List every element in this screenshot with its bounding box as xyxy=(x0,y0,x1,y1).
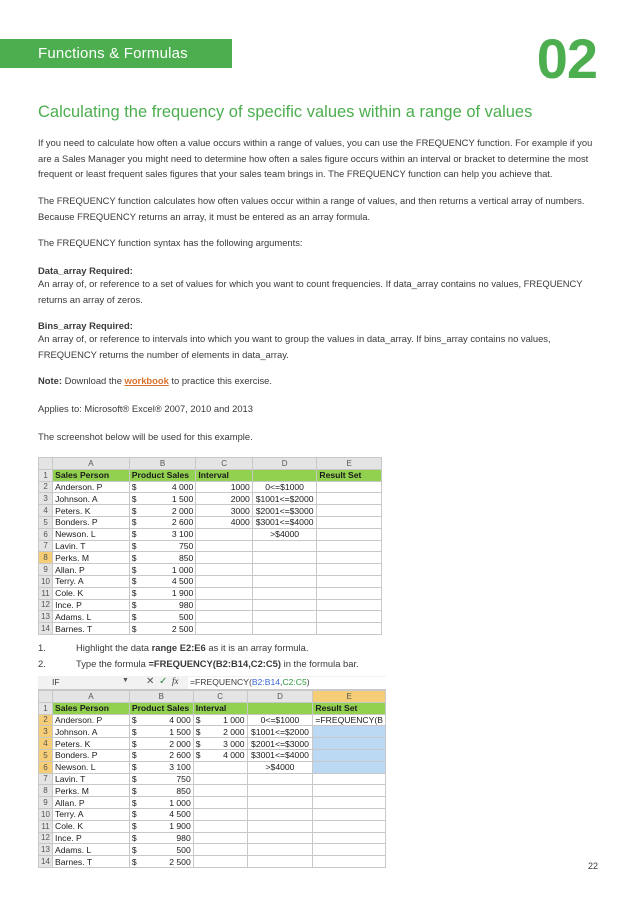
table-row xyxy=(39,505,382,517)
currency-symbol: $ xyxy=(131,493,137,504)
result-cell xyxy=(313,773,386,785)
product-sales-cell xyxy=(129,738,193,750)
sales-person-cell: Anderson. P xyxy=(52,714,129,726)
product-sales-cell xyxy=(129,773,193,785)
sales-value: 4 000 xyxy=(171,481,194,492)
row-header: 2 xyxy=(39,714,53,726)
product-sales-cell xyxy=(129,832,193,844)
interval-label-cell xyxy=(252,575,317,587)
col-header-e: E xyxy=(313,691,386,703)
interval-cell xyxy=(193,773,247,785)
table-row xyxy=(39,552,382,564)
col-header-c: C xyxy=(193,691,247,703)
interval-cell: 2000 xyxy=(196,493,252,505)
currency-symbol: $ xyxy=(131,505,137,516)
sales-person-cell: Terry. A xyxy=(52,808,129,820)
interval-cell: 3000 xyxy=(196,505,252,517)
interval-cell xyxy=(196,599,252,611)
currency-symbol: $ xyxy=(131,623,137,634)
sheet-corner xyxy=(39,691,53,703)
interval-cell xyxy=(196,575,252,587)
interval-label-cell xyxy=(252,552,317,564)
interval-cell: 1000 xyxy=(196,481,252,493)
interval-cell: 4000 xyxy=(196,516,252,528)
header-cell xyxy=(247,702,313,714)
result-cell xyxy=(317,481,382,493)
interval-label-cell: $2001<=$3000 xyxy=(247,738,313,750)
product-sales-cell xyxy=(129,493,196,505)
row-header: 7 xyxy=(39,773,53,785)
interval-label-cell xyxy=(252,540,317,552)
sales-person-cell: Cole. K xyxy=(53,587,130,599)
currency-symbol: $ xyxy=(131,809,137,820)
sales-value: 500 xyxy=(179,611,194,622)
row-header: 5 xyxy=(39,749,53,761)
sales-value: 2 600 xyxy=(171,517,194,528)
product-sales-cell xyxy=(129,797,193,809)
result-cell xyxy=(317,587,382,599)
result-cell xyxy=(317,623,382,635)
sales-value: 2 500 xyxy=(171,623,194,634)
product-sales-cell xyxy=(129,623,196,635)
intro-paragraph: If you need to calculate how often a value occurs within a range of values, you can use the FREQUENCY function. For example if you are a Sales Manager you might need to determine how often a sales figure occurs within an interval or bracket to determine the most frequent or least frequent sales figures that your sales team brings in. The FREQUENCY function can help you achieve that. xyxy=(38,137,593,179)
table-row xyxy=(39,714,386,726)
sales-value: 980 xyxy=(179,599,194,610)
product-sales-cell xyxy=(129,505,196,517)
interval-label-cell: 0<=$1000 xyxy=(252,481,317,493)
currency-symbol: $ xyxy=(195,750,201,761)
interval-label-cell xyxy=(252,587,317,599)
result-cell xyxy=(313,761,386,773)
interval-label-cell xyxy=(247,785,313,797)
table-row xyxy=(39,623,382,635)
enter-check-icon[interactable]: ✓ xyxy=(159,676,168,687)
interval-value: 4 000 xyxy=(223,750,245,761)
description-paragraph: The FREQUENCY function calculates how often values occur within a range of values, and then returns a vertical array of numbers. Because FREQUENCY returns an array, it must be entered as an array formula. xyxy=(38,195,585,222)
col-header-c: C xyxy=(196,458,252,470)
row-header: 13 xyxy=(39,611,53,623)
sales-value: 1 900 xyxy=(169,821,191,832)
sales-value: 1 500 xyxy=(171,493,194,504)
row-header: 10 xyxy=(39,575,53,587)
product-sales-cell xyxy=(129,599,196,611)
sales-value: 750 xyxy=(179,540,194,551)
col-header-b: B xyxy=(129,458,196,470)
sales-person-cell: Perks. M xyxy=(52,785,129,797)
currency-symbol: $ xyxy=(131,714,137,725)
table-row xyxy=(39,761,386,773)
row-header: 8 xyxy=(39,785,53,797)
sales-person-cell: Newson. L xyxy=(52,761,129,773)
currency-symbol: $ xyxy=(195,714,201,725)
table-row xyxy=(39,820,386,832)
interval-value: 1 000 xyxy=(223,714,245,725)
interval-cell xyxy=(193,797,247,809)
currency-symbol: $ xyxy=(131,576,137,587)
product-sales-cell xyxy=(129,726,193,738)
data-array-text: An array of, or reference to a set of values for which you want to count frequencies. If data_array contains no values, FREQUENCY returns an array of zeros. xyxy=(38,278,583,305)
product-sales-cell xyxy=(129,540,196,552)
section-title: Functions & Formulas xyxy=(38,45,188,62)
sales-value: 850 xyxy=(176,785,191,796)
row-header: 7 xyxy=(39,540,53,552)
sales-value: 3 100 xyxy=(169,762,191,773)
bins-array-text: An array of, or reference to intervals into which you want to group the values in data_array. If bins_array contains no values, FREQUENCY returns the number of elements in data_array. xyxy=(38,333,551,360)
interval-cell xyxy=(193,820,247,832)
table-row xyxy=(39,785,386,797)
currency-symbol: $ xyxy=(131,821,137,832)
interval-label-cell xyxy=(252,623,317,635)
interval-label-cell: $1001<=$2000 xyxy=(252,493,317,505)
row-header: 5 xyxy=(39,516,53,528)
col-header-d: D xyxy=(247,691,313,703)
result-cell xyxy=(313,785,386,797)
table-row xyxy=(39,564,382,576)
col-header-a: A xyxy=(53,458,130,470)
interval-label-cell xyxy=(247,832,313,844)
result-cell xyxy=(317,599,382,611)
header-cell xyxy=(252,469,317,481)
spreadsheet-example-1 xyxy=(38,457,382,635)
product-sales-cell xyxy=(129,714,193,726)
result-cell xyxy=(313,726,386,738)
interval-label-cell xyxy=(247,856,313,868)
note-paragraph xyxy=(38,373,600,389)
row-header: 13 xyxy=(39,844,53,856)
sales-person-cell: Johnson. A xyxy=(53,493,130,505)
row-header: 1 xyxy=(39,469,53,481)
note-pre: Download the xyxy=(64,375,122,386)
sales-person-cell: Lavin. T xyxy=(52,773,129,785)
result-cell xyxy=(317,552,382,564)
header-cell: Interval xyxy=(193,702,247,714)
interval-cell xyxy=(193,844,247,856)
insert-function-icon[interactable]: fx xyxy=(172,676,179,686)
currency-symbol: $ xyxy=(131,564,137,575)
header-cell: Product Sales xyxy=(129,469,196,481)
sales-person-cell: Johnson. A xyxy=(52,726,129,738)
currency-symbol: $ xyxy=(131,762,137,773)
table-row xyxy=(39,481,382,493)
interval-label-cell: 0<=$1000 xyxy=(247,714,313,726)
table-row xyxy=(39,528,382,540)
currency-symbol: $ xyxy=(131,832,137,843)
table-row xyxy=(39,493,382,505)
sales-person-cell: Cole. K xyxy=(52,820,129,832)
result-cell xyxy=(317,505,382,517)
sales-value: 4 500 xyxy=(171,576,194,587)
note-post: to practice this exercise. xyxy=(171,375,272,386)
currency-symbol: $ xyxy=(131,797,137,808)
currency-symbol: $ xyxy=(131,856,137,867)
header-cell: Sales Person xyxy=(52,702,129,714)
sales-value: 4 500 xyxy=(169,809,191,820)
sales-person-cell: Ince. P xyxy=(53,599,130,611)
interval-label-cell xyxy=(252,611,317,623)
product-sales-cell xyxy=(129,749,193,761)
currency-symbol: $ xyxy=(131,785,137,796)
product-sales-cell xyxy=(129,785,193,797)
header-cell: Result Set xyxy=(317,469,382,481)
header-cell: Result Set xyxy=(313,702,386,714)
steps-list xyxy=(38,640,359,671)
result-cell xyxy=(313,808,386,820)
sales-person-cell: Lavin. T xyxy=(53,540,130,552)
table-row xyxy=(39,469,382,481)
row-header: 1 xyxy=(39,702,53,714)
chapter-number: 02 xyxy=(536,27,597,90)
table-row xyxy=(39,832,386,844)
product-sales-cell xyxy=(129,761,193,773)
result-cell xyxy=(317,493,382,505)
product-sales-cell xyxy=(129,611,196,623)
currency-symbol: $ xyxy=(131,588,137,599)
currency-symbol: $ xyxy=(131,517,137,528)
row-header: 11 xyxy=(39,820,53,832)
product-sales-cell xyxy=(129,516,196,528)
interval-cell xyxy=(196,611,252,623)
result-cell xyxy=(313,797,386,809)
currency-symbol: $ xyxy=(131,750,137,761)
currency-symbol: $ xyxy=(195,726,201,737)
table-row xyxy=(39,540,382,552)
formula-input[interactable]: =FREQUENCY(B2:B14,C2:C5) xyxy=(188,677,386,689)
result-cell xyxy=(317,611,382,623)
sales-person-cell: Terry. A xyxy=(53,575,130,587)
row-header: 14 xyxy=(39,623,53,635)
product-sales-cell xyxy=(129,481,196,493)
interval-cell xyxy=(193,714,247,726)
applies-paragraph: Applies to: Microsoft® Excel® 2007, 2010 and 2013 xyxy=(38,403,253,414)
col-header-d: D xyxy=(252,458,317,470)
result-cell xyxy=(317,540,382,552)
interval-label-cell: $1001<=$2000 xyxy=(247,726,313,738)
table-row xyxy=(39,516,382,528)
table-row xyxy=(39,749,386,761)
result-cell xyxy=(313,749,386,761)
interval-cell xyxy=(196,552,252,564)
interval-label-cell xyxy=(247,808,313,820)
col-header-b: B xyxy=(129,691,193,703)
row-header: 9 xyxy=(39,564,53,576)
sales-person-cell: Bonders. P xyxy=(52,749,129,761)
col-header-e: E xyxy=(317,458,382,470)
currency-symbol: $ xyxy=(131,599,137,610)
sales-value: 980 xyxy=(176,832,191,843)
interval-cell xyxy=(196,540,252,552)
currency-symbol: $ xyxy=(131,540,137,551)
interval-cell xyxy=(193,738,247,750)
sales-person-cell: Allan. P xyxy=(52,797,129,809)
currency-symbol: $ xyxy=(131,844,137,855)
row-header: 4 xyxy=(39,505,53,517)
sales-person-cell: Adams. L xyxy=(52,844,129,856)
table-row xyxy=(39,773,386,785)
interval-cell xyxy=(193,726,247,738)
product-sales-cell xyxy=(129,552,196,564)
interval-label-cell xyxy=(252,564,317,576)
sales-person-cell: Perks. M xyxy=(53,552,130,564)
table-row xyxy=(39,587,382,599)
screenshot-intro: The screenshot below will be used for this example. xyxy=(38,431,253,442)
row-header: 11 xyxy=(39,587,53,599)
data-array-title: Data_array Required: xyxy=(38,265,133,276)
product-sales-cell xyxy=(129,820,193,832)
interval-cell xyxy=(196,587,252,599)
sales-value: 750 xyxy=(176,773,191,784)
sales-value: 1 000 xyxy=(169,797,191,808)
table-row xyxy=(39,702,386,714)
step-item: 2. Type the formula =FREQUENCY(B2:B14,C2:C5) in the formula bar. xyxy=(38,657,359,669)
product-sales-cell xyxy=(129,844,193,856)
product-sales-cell xyxy=(129,564,196,576)
sales-person-cell: Adams. L xyxy=(53,611,130,623)
interval-label-cell xyxy=(247,844,313,856)
currency-symbol: $ xyxy=(131,726,137,737)
interval-value: 3 000 xyxy=(223,738,245,749)
step-item: 1. Highlight the data range E2:E6 as it is an array formula. xyxy=(38,642,309,653)
result-cell xyxy=(313,856,386,868)
header-cell: Product Sales xyxy=(129,702,193,714)
interval-cell xyxy=(193,785,247,797)
currency-symbol: $ xyxy=(131,773,137,784)
sales-person-cell: Newson. L xyxy=(53,528,130,540)
sales-value: 1 900 xyxy=(171,588,194,599)
result-cell xyxy=(317,564,382,576)
row-header: 12 xyxy=(39,832,53,844)
col-header-a: A xyxy=(52,691,129,703)
sales-person-cell: Allan. P xyxy=(53,564,130,576)
sales-value: 500 xyxy=(176,844,191,855)
interval-label-cell: $2001<=$3000 xyxy=(252,505,317,517)
sales-person-cell: Ince. P xyxy=(52,832,129,844)
page-title: Calculating the frequency of specific values within a range of values xyxy=(38,103,533,121)
sales-value: 850 xyxy=(179,552,194,563)
result-cell xyxy=(313,832,386,844)
sales-value: 3 100 xyxy=(171,529,194,540)
table-row xyxy=(39,611,382,623)
chevron-down-icon[interactable]: ▼ xyxy=(122,677,129,684)
currency-symbol: $ xyxy=(131,529,137,540)
sales-value: 2 000 xyxy=(169,738,191,749)
table-row xyxy=(39,844,386,856)
interval-cell xyxy=(196,623,252,635)
currency-symbol: $ xyxy=(131,552,137,563)
interval-label-cell xyxy=(247,820,313,832)
table-row xyxy=(39,856,386,868)
interval-label-cell: >$4000 xyxy=(252,528,317,540)
table-row xyxy=(39,599,382,611)
result-cell xyxy=(313,820,386,832)
sales-value: 2 000 xyxy=(171,505,194,516)
sales-person-cell: Peters. K xyxy=(52,738,129,750)
interval-cell xyxy=(193,749,247,761)
product-sales-cell xyxy=(129,587,196,599)
table-row xyxy=(39,726,386,738)
table-row xyxy=(39,575,382,587)
row-header: 14 xyxy=(39,856,53,868)
table-row xyxy=(39,738,386,750)
interval-label-cell xyxy=(252,599,317,611)
interval-label-cell: $3001<=$4000 xyxy=(247,749,313,761)
note-label: Note: xyxy=(38,375,62,386)
sales-value: 4 000 xyxy=(169,714,191,725)
currency-symbol: $ xyxy=(131,611,137,622)
sheet-corner xyxy=(39,458,53,470)
sales-person-cell: Anderson. P xyxy=(53,481,130,493)
result-cell xyxy=(313,738,386,750)
sales-person-cell: Peters. K xyxy=(53,505,130,517)
page-number: 22 xyxy=(587,861,598,871)
product-sales-cell xyxy=(129,808,193,820)
row-header: 3 xyxy=(39,726,53,738)
product-sales-cell xyxy=(129,575,196,587)
sales-value: 2 500 xyxy=(169,856,191,867)
sales-person-cell: Bonders. P xyxy=(53,516,130,528)
sales-value: 1 000 xyxy=(171,564,194,575)
cancel-icon[interactable]: ✕ xyxy=(146,676,155,687)
section-banner xyxy=(0,39,232,68)
syntax-paragraph: The FREQUENCY function syntax has the following arguments: xyxy=(38,237,303,248)
interval-label-cell: >$4000 xyxy=(247,761,313,773)
result-cell xyxy=(317,575,382,587)
interval-label-cell xyxy=(247,797,313,809)
product-sales-cell xyxy=(129,856,193,868)
sales-value: 2 600 xyxy=(169,750,191,761)
result-cell xyxy=(317,516,382,528)
row-header: 6 xyxy=(39,528,53,540)
interval-label-cell: $3001<=$4000 xyxy=(252,516,317,528)
currency-symbol: $ xyxy=(195,738,201,749)
header-cell: Interval xyxy=(196,469,252,481)
interval-cell xyxy=(196,528,252,540)
result-cell: =FREQUENCY(B xyxy=(313,714,386,726)
header-cell: Sales Person xyxy=(53,469,130,481)
formula-bar xyxy=(38,676,386,690)
sales-value: 1 500 xyxy=(169,726,191,737)
sales-person-cell: Barnes. T xyxy=(52,856,129,868)
name-box[interactable]: IF xyxy=(52,677,60,687)
interval-value: 2 000 xyxy=(223,726,245,737)
interval-cell xyxy=(193,808,247,820)
result-cell xyxy=(313,844,386,856)
workbook-link[interactable]: workbook xyxy=(124,375,169,386)
row-header: 4 xyxy=(39,738,53,750)
sales-person-cell: Barnes. T xyxy=(53,623,130,635)
row-header: 3 xyxy=(39,493,53,505)
row-header: 9 xyxy=(39,797,53,809)
table-row xyxy=(39,797,386,809)
result-cell xyxy=(317,528,382,540)
row-header: 2 xyxy=(39,481,53,493)
interval-cell xyxy=(193,856,247,868)
interval-label-cell xyxy=(247,773,313,785)
row-header: 8 xyxy=(39,552,53,564)
interval-cell xyxy=(193,832,247,844)
product-sales-cell xyxy=(129,528,196,540)
table-row xyxy=(39,808,386,820)
row-header: 6 xyxy=(39,761,53,773)
currency-symbol: $ xyxy=(131,738,137,749)
row-header: 12 xyxy=(39,599,53,611)
currency-symbol: $ xyxy=(131,481,137,492)
interval-cell xyxy=(193,761,247,773)
spreadsheet-example-2 xyxy=(38,690,386,868)
row-header: 10 xyxy=(39,808,53,820)
bins-array-title: Bins_array Required: xyxy=(38,320,133,331)
interval-cell xyxy=(196,564,252,576)
